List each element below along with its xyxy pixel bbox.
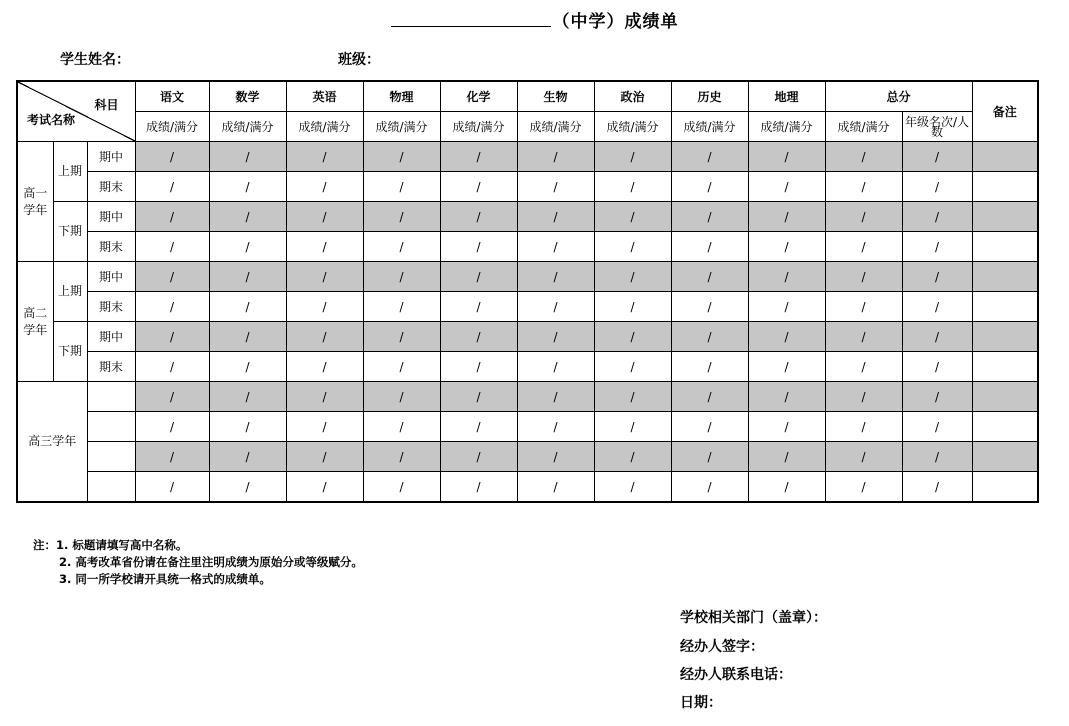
term-blank-cell[interactable] bbox=[87, 382, 135, 412]
grade-cell[interactable]: / bbox=[748, 472, 825, 503]
grade-cell[interactable]: / bbox=[517, 232, 594, 262]
year-label: 高二学年 bbox=[17, 262, 53, 382]
grade-cell[interactable]: / bbox=[209, 262, 286, 292]
grade-cell[interactable]: / bbox=[748, 412, 825, 442]
grade-cell[interactable]: / bbox=[902, 172, 972, 202]
grade-cell[interactable]: / bbox=[825, 412, 902, 442]
grade-cell[interactable]: / bbox=[286, 292, 363, 322]
score-subheader: 成绩/满分 bbox=[671, 112, 748, 142]
remark-cell[interactable] bbox=[972, 472, 1038, 503]
grade-cell[interactable]: / bbox=[286, 202, 363, 232]
total-header: 总分 bbox=[825, 81, 972, 112]
score-subheader: 成绩/满分 bbox=[594, 112, 671, 142]
grade-cell[interactable]: / bbox=[363, 322, 440, 352]
grade-cell[interactable]: / bbox=[825, 352, 902, 382]
term-blank-cell[interactable] bbox=[87, 412, 135, 442]
grade-cell[interactable]: / bbox=[517, 412, 594, 442]
title-suffix: （中学）成绩单 bbox=[552, 12, 679, 32]
grade-cell[interactable]: / bbox=[902, 202, 972, 232]
grade-cell[interactable]: / bbox=[135, 472, 209, 503]
grade-cell[interactable]: / bbox=[748, 142, 825, 172]
score-subheader: 成绩/满分 bbox=[517, 112, 594, 142]
subject-header: 化学 bbox=[440, 81, 517, 112]
grade-cell[interactable]: / bbox=[671, 262, 748, 292]
page-title bbox=[0, 7, 1069, 32]
grade-cell[interactable]: / bbox=[286, 382, 363, 412]
score-subheader: 成绩/满分 bbox=[363, 112, 440, 142]
grade-cell[interactable]: / bbox=[286, 232, 363, 262]
grade-cell[interactable]: / bbox=[517, 292, 594, 322]
grade-cell[interactable]: / bbox=[517, 442, 594, 472]
grade-cell[interactable]: / bbox=[825, 322, 902, 352]
header-exam-label: 考试名称 bbox=[27, 113, 76, 127]
grade-cell[interactable]: / bbox=[135, 172, 209, 202]
grades-table bbox=[16, 80, 1039, 503]
grade-cell[interactable]: / bbox=[517, 382, 594, 412]
grade-cell[interactable]: / bbox=[209, 232, 286, 262]
grade-cell[interactable]: / bbox=[671, 292, 748, 322]
note-text-1: 1. 标题请填写高中名称。 bbox=[56, 538, 188, 552]
grade-cell[interactable]: / bbox=[209, 202, 286, 232]
grade-cell[interactable]: / bbox=[671, 352, 748, 382]
grade-cell[interactable]: / bbox=[517, 172, 594, 202]
grade-cell[interactable]: / bbox=[748, 352, 825, 382]
grade-cell[interactable]: / bbox=[825, 142, 902, 172]
remark-cell[interactable] bbox=[972, 382, 1038, 412]
grade-cell[interactable]: / bbox=[594, 412, 671, 442]
grade-cell[interactable]: / bbox=[594, 172, 671, 202]
remark-cell[interactable] bbox=[972, 412, 1038, 442]
grade-cell[interactable]: / bbox=[286, 142, 363, 172]
grade-cell[interactable]: / bbox=[594, 292, 671, 322]
grade-cell[interactable]: / bbox=[825, 442, 902, 472]
grade-cell[interactable]: / bbox=[286, 472, 363, 503]
grade-cell[interactable]: / bbox=[135, 142, 209, 172]
score-subheader: 成绩/满分 bbox=[209, 112, 286, 142]
grade-cell[interactable]: / bbox=[440, 172, 517, 202]
table-row bbox=[17, 142, 1038, 172]
score-subheader: 成绩/满分 bbox=[440, 112, 517, 142]
grade-cell[interactable]: / bbox=[135, 322, 209, 352]
grade-cell[interactable]: / bbox=[748, 202, 825, 232]
grade-cell[interactable]: / bbox=[902, 232, 972, 262]
grade-cell[interactable]: / bbox=[902, 382, 972, 412]
term-label: 期末 bbox=[87, 352, 135, 382]
subject-header: 历史 bbox=[671, 81, 748, 112]
grade-cell[interactable]: / bbox=[748, 382, 825, 412]
term-label: 期末 bbox=[87, 292, 135, 322]
table-row bbox=[17, 352, 1038, 382]
remark-cell[interactable] bbox=[972, 292, 1038, 322]
note-line-2: 2. 高考改革省份请在备注里注明成绩为原始分或等级赋分。 bbox=[59, 555, 363, 569]
class-label: 班级： bbox=[338, 52, 380, 68]
grade-cell[interactable]: / bbox=[209, 472, 286, 503]
grade-cell[interactable]: / bbox=[902, 142, 972, 172]
grade-cell[interactable]: / bbox=[671, 442, 748, 472]
grade-cell[interactable]: / bbox=[135, 352, 209, 382]
score-subheader: 成绩/满分 bbox=[286, 112, 363, 142]
grade-cell[interactable]: / bbox=[440, 412, 517, 442]
grade-cell[interactable]: / bbox=[594, 382, 671, 412]
grade-cell[interactable]: / bbox=[671, 172, 748, 202]
table-row bbox=[17, 262, 1038, 292]
grade-cell[interactable]: / bbox=[594, 232, 671, 262]
grade-cell[interactable]: / bbox=[440, 382, 517, 412]
grade-cell[interactable]: / bbox=[363, 202, 440, 232]
remark-cell[interactable] bbox=[972, 262, 1038, 292]
grade-cell[interactable]: / bbox=[671, 232, 748, 262]
grade-cell[interactable]: / bbox=[517, 472, 594, 503]
handler-signature-label: 经办人签字： bbox=[680, 639, 764, 655]
grade-cell[interactable]: / bbox=[440, 232, 517, 262]
grade-cell[interactable]: / bbox=[748, 232, 825, 262]
term-label: 期中 bbox=[87, 322, 135, 352]
grade-cell[interactable]: / bbox=[671, 202, 748, 232]
notes bbox=[33, 537, 363, 588]
grade-cell[interactable]: / bbox=[825, 472, 902, 503]
half-label: 上期 bbox=[53, 142, 87, 202]
grade-cell[interactable]: / bbox=[209, 292, 286, 322]
half-label: 下期 bbox=[53, 202, 87, 262]
subject-header: 地理 bbox=[748, 81, 825, 112]
grade-cell[interactable]: / bbox=[594, 442, 671, 472]
table-row bbox=[17, 472, 1038, 503]
grade-cell[interactable]: / bbox=[440, 322, 517, 352]
grade-cell[interactable]: / bbox=[748, 262, 825, 292]
grade-cell[interactable]: / bbox=[594, 262, 671, 292]
grade-cell[interactable]: / bbox=[209, 382, 286, 412]
grade-cell[interactable]: / bbox=[209, 172, 286, 202]
grade-cell[interactable]: / bbox=[594, 322, 671, 352]
school-dept-seal-label: 学校相关部门（盖章）： bbox=[680, 610, 827, 626]
table-row bbox=[17, 322, 1038, 352]
grade-cell[interactable]: / bbox=[517, 322, 594, 352]
grade-cell[interactable]: / bbox=[440, 442, 517, 472]
note-line-3: 3. 同一所学校请开具统一格式的成绩单。 bbox=[59, 572, 271, 586]
grade-cell[interactable]: / bbox=[209, 322, 286, 352]
grade-cell[interactable]: / bbox=[825, 382, 902, 412]
remark-header: 备注 bbox=[972, 81, 1038, 142]
rank-subheader: 年级名次/人数 bbox=[902, 112, 972, 142]
grade-cell[interactable]: / bbox=[902, 262, 972, 292]
grade-cell[interactable]: / bbox=[902, 322, 972, 352]
grade-cell[interactable]: / bbox=[902, 352, 972, 382]
subject-header: 英语 bbox=[286, 81, 363, 112]
grade-cell[interactable]: / bbox=[363, 232, 440, 262]
grade-cell[interactable]: / bbox=[363, 442, 440, 472]
grade-cell[interactable]: / bbox=[825, 232, 902, 262]
grade-cell[interactable]: / bbox=[440, 262, 517, 292]
grade-cell[interactable]: / bbox=[517, 142, 594, 172]
table-row bbox=[17, 382, 1038, 412]
grade-cell[interactable]: / bbox=[440, 202, 517, 232]
term-label: 期中 bbox=[87, 142, 135, 172]
header-subject-label: 科目 bbox=[94, 98, 119, 112]
grade-cell[interactable]: / bbox=[748, 292, 825, 322]
notes-prefix: 注： bbox=[33, 538, 56, 552]
grade-cell[interactable]: / bbox=[594, 142, 671, 172]
grade-cell[interactable]: / bbox=[825, 262, 902, 292]
term-label: 期中 bbox=[87, 262, 135, 292]
term-label: 期末 bbox=[87, 232, 135, 262]
grade-cell[interactable]: / bbox=[825, 172, 902, 202]
year-label: 高一学年 bbox=[17, 142, 53, 262]
grade-cell[interactable]: / bbox=[671, 142, 748, 172]
grade-cell[interactable]: / bbox=[748, 322, 825, 352]
student-name-label: 学生姓名： bbox=[60, 52, 130, 68]
note-line-1 bbox=[33, 537, 363, 554]
remark-cell[interactable] bbox=[972, 352, 1038, 382]
grade-cell[interactable]: / bbox=[748, 172, 825, 202]
table-row bbox=[17, 292, 1038, 322]
grade-cell[interactable]: / bbox=[440, 292, 517, 322]
grade-cell[interactable]: / bbox=[902, 292, 972, 322]
year-label: 高三学年 bbox=[17, 382, 87, 503]
subject-header: 语文 bbox=[135, 81, 209, 112]
remark-cell[interactable] bbox=[972, 172, 1038, 202]
date-label: 日期： bbox=[680, 695, 722, 711]
grade-cell[interactable]: / bbox=[363, 412, 440, 442]
term-blank-cell[interactable] bbox=[87, 442, 135, 472]
grade-cell[interactable]: / bbox=[825, 202, 902, 232]
score-subheader: 成绩/满分 bbox=[135, 112, 209, 142]
grade-cell[interactable]: / bbox=[363, 142, 440, 172]
grade-cell[interactable]: / bbox=[748, 442, 825, 472]
term-blank-cell[interactable] bbox=[87, 472, 135, 503]
grade-cell[interactable]: / bbox=[363, 472, 440, 503]
grade-cell[interactable]: / bbox=[440, 142, 517, 172]
grade-cell[interactable]: / bbox=[671, 472, 748, 503]
grade-cell[interactable]: / bbox=[286, 412, 363, 442]
table-row bbox=[17, 412, 1038, 442]
remark-cell[interactable] bbox=[972, 442, 1038, 472]
grade-cell[interactable]: / bbox=[363, 382, 440, 412]
grade-cell[interactable]: / bbox=[209, 412, 286, 442]
grade-cell[interactable]: / bbox=[363, 262, 440, 292]
table-row bbox=[17, 202, 1038, 232]
grade-cell[interactable]: / bbox=[594, 202, 671, 232]
remark-cell[interactable] bbox=[972, 322, 1038, 352]
subject-header: 物理 bbox=[363, 81, 440, 112]
remark-cell[interactable] bbox=[972, 202, 1038, 232]
table-row bbox=[17, 172, 1038, 202]
grade-cell[interactable]: / bbox=[825, 292, 902, 322]
grade-cell[interactable]: / bbox=[209, 142, 286, 172]
grade-cell[interactable]: / bbox=[135, 382, 209, 412]
grade-cell[interactable]: / bbox=[363, 352, 440, 382]
grade-cell[interactable]: / bbox=[517, 352, 594, 382]
grade-cell[interactable]: / bbox=[594, 472, 671, 503]
grade-cell[interactable]: / bbox=[671, 382, 748, 412]
grade-cell[interactable]: / bbox=[440, 352, 517, 382]
grade-cell[interactable]: / bbox=[363, 172, 440, 202]
grade-cell[interactable]: / bbox=[671, 322, 748, 352]
remark-cell[interactable] bbox=[972, 232, 1038, 262]
grade-cell[interactable]: / bbox=[286, 352, 363, 382]
remark-cell[interactable] bbox=[972, 142, 1038, 172]
grade-cell[interactable]: / bbox=[902, 442, 972, 472]
grade-cell[interactable]: / bbox=[135, 442, 209, 472]
table-row bbox=[17, 232, 1038, 262]
subject-header: 生物 bbox=[517, 81, 594, 112]
handler-phone-label: 经办人联系电话： bbox=[680, 667, 792, 683]
grade-cell[interactable]: / bbox=[135, 292, 209, 322]
grade-cell[interactable]: / bbox=[135, 262, 209, 292]
grade-cell[interactable]: / bbox=[286, 442, 363, 472]
grade-cell[interactable]: / bbox=[671, 412, 748, 442]
grade-cell[interactable]: / bbox=[135, 412, 209, 442]
grade-cell[interactable]: / bbox=[517, 262, 594, 292]
header-diagonal bbox=[17, 81, 135, 142]
grade-cell[interactable]: / bbox=[135, 202, 209, 232]
grade-cell[interactable]: / bbox=[440, 472, 517, 503]
score-subheader: 成绩/满分 bbox=[825, 112, 902, 142]
grade-cell[interactable]: / bbox=[517, 202, 594, 232]
half-label: 上期 bbox=[53, 262, 87, 322]
grade-cell[interactable]: / bbox=[286, 322, 363, 352]
term-label: 期中 bbox=[87, 202, 135, 232]
grade-cell[interactable]: / bbox=[363, 292, 440, 322]
grade-cell[interactable]: / bbox=[902, 412, 972, 442]
grade-cell[interactable]: / bbox=[594, 352, 671, 382]
grade-cell[interactable]: / bbox=[286, 262, 363, 292]
half-label: 下期 bbox=[53, 322, 87, 382]
term-label: 期末 bbox=[87, 172, 135, 202]
school-name-blank[interactable] bbox=[391, 12, 551, 27]
grade-cell[interactable]: / bbox=[135, 232, 209, 262]
grade-cell[interactable]: / bbox=[286, 172, 363, 202]
grade-cell[interactable]: / bbox=[902, 472, 972, 503]
grade-cell[interactable]: / bbox=[209, 352, 286, 382]
score-subheader: 成绩/满分 bbox=[748, 112, 825, 142]
subject-header: 数学 bbox=[209, 81, 286, 112]
table-row bbox=[17, 442, 1038, 472]
grade-cell[interactable]: / bbox=[209, 442, 286, 472]
subject-header: 政治 bbox=[594, 81, 671, 112]
